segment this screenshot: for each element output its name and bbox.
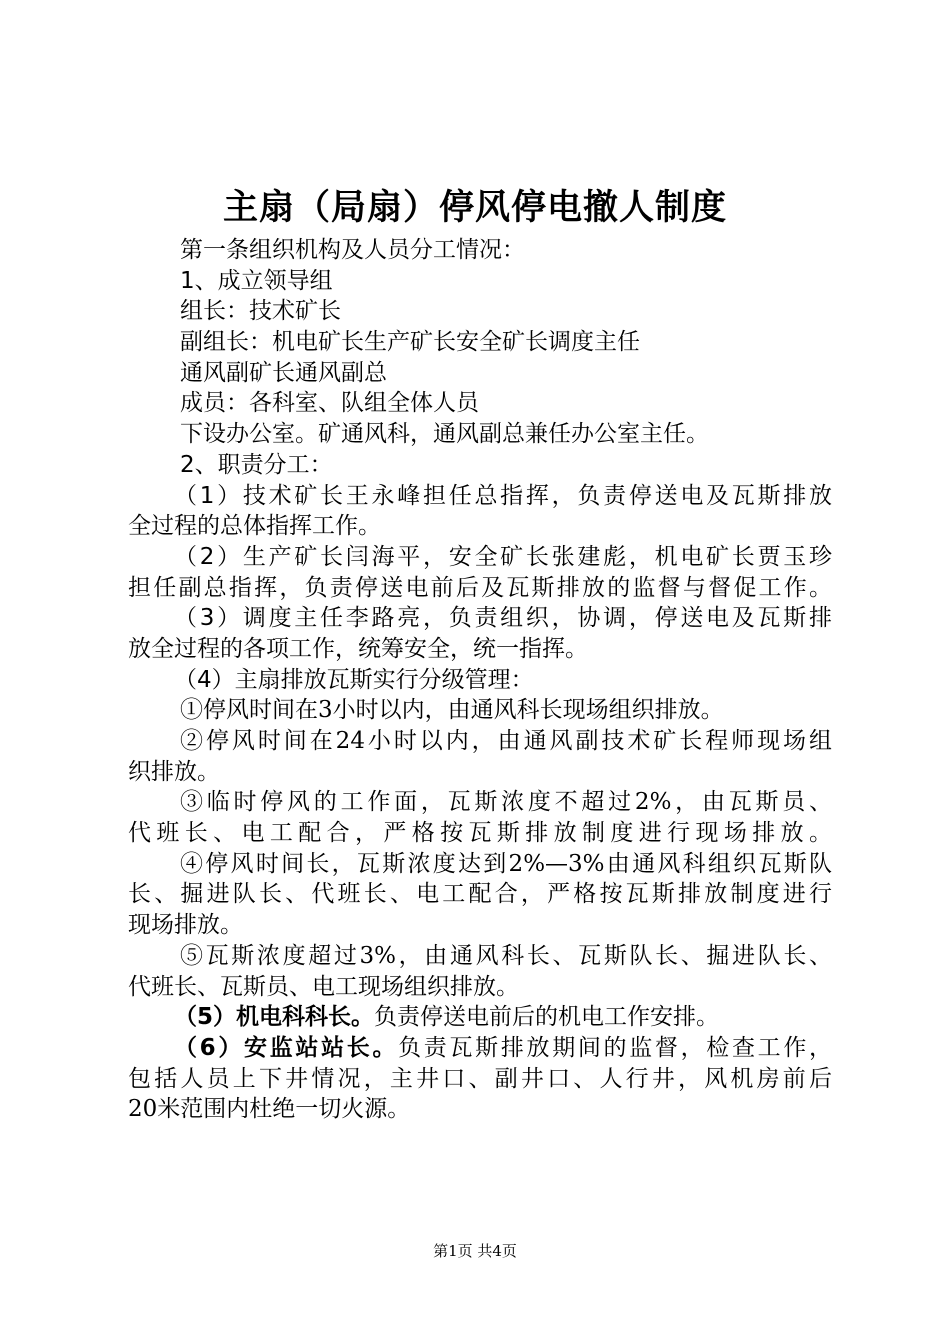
- text-line: （3）调度主任李路亮，负责组织，协调，停送电及瓦斯排: [174, 605, 832, 632]
- text-line: 放全过程的各项工作，统筹安全，统一指挥。: [128, 635, 588, 662]
- text-line: 现场排放。: [128, 912, 243, 939]
- document-title: 主扇（局扇）停风停电撤人制度: [222, 188, 727, 228]
- text-line: 下设办公室。矿通风科，通风副总兼任办公室主任。: [180, 421, 709, 448]
- line-rest: 负责停送电前后的机电工作安排。: [374, 1004, 720, 1031]
- text-line: 成员：各科室、队组全体人员: [180, 390, 479, 417]
- text-line: 担任副总指挥，负责停送电前后及瓦斯排放的监督与督促工作。: [128, 574, 832, 601]
- text-line: 织排放。: [128, 758, 220, 785]
- line-rest: 负责瓦斯排放期间的监督，检查工作，: [398, 1034, 832, 1061]
- text-line: 包括人员上下井情况，主井口、副井口、人行井，风机房前后: [128, 1065, 832, 1092]
- text-line: 全过程的总体指挥工作。: [128, 513, 381, 540]
- text-line: ③临时停风的工作面，瓦斯浓度不超过2%，由瓦斯员、: [180, 789, 832, 816]
- text-line: 副组长：机电矿长生产矿长安全矿长调度主任: [180, 329, 640, 356]
- text-line: （2）生产矿长闫海平，安全矿长张建彪，机电矿长贾玉珍: [174, 543, 832, 570]
- text-line: （4）主扇排放瓦斯实行分级管理：: [174, 666, 534, 693]
- text-line: 通风副矿长通风副总: [180, 359, 387, 386]
- text-line: 20米范围内杜绝一切火源。: [128, 1096, 411, 1123]
- bold-label: （6）安监站站长。: [174, 1034, 399, 1061]
- document-body: [128, 235, 832, 1125]
- text-line: （1）技术矿长王永峰担任总指挥，负责停送电及瓦斯排放: [174, 482, 832, 509]
- text-line: 代班长、电工配合，严格按瓦斯排放制度进行现场排放。: [128, 820, 832, 847]
- section-heading: 1、成立领导组: [180, 267, 333, 294]
- text-line: 第一条组织机构及人员分工情况：: [180, 237, 525, 263]
- text-line: ②停风时间在24小时以内，由通风副技术矿长程师现场组: [180, 728, 832, 754]
- text-line: ④停风时间长，瓦斯浓度达到2%—3%由通风科组织瓦斯队: [180, 850, 832, 877]
- text-line: [128, 1002, 832, 1033]
- text-line: 长、掘进队长、代班长、电工配合，严格按瓦斯排放制度进行: [128, 881, 832, 908]
- bold-label: （5）机电科科长。: [174, 1004, 375, 1031]
- section-heading: 2、职责分工：: [180, 451, 333, 478]
- text-line: [128, 1033, 832, 1064]
- text-line: 代班长、瓦斯员、电工现场组织排放。: [128, 973, 519, 1000]
- text-line: 组长：技术矿长: [180, 298, 341, 325]
- text-line: ⑤瓦斯浓度超过3%，由通风科长、瓦斯队长、掘进队长、: [180, 942, 832, 969]
- text-line: ①停风时间在3小时以内，由通风科长现场组织排放。: [180, 697, 724, 724]
- page-footer: 第1页 共4页: [433, 1242, 517, 1260]
